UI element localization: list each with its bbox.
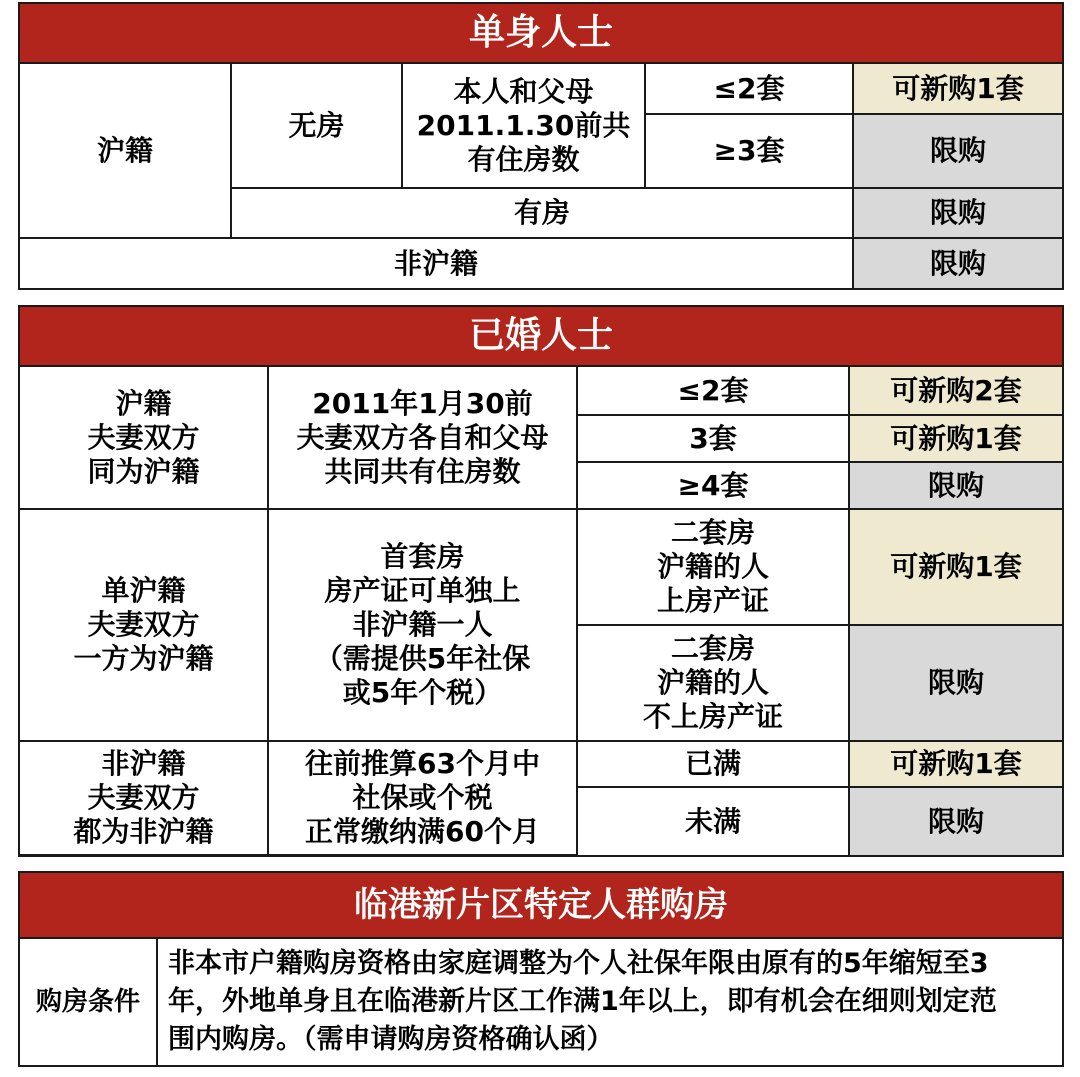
married-result-second-no: 限购 [849,625,1062,741]
married-section-title: 已婚人士 [468,315,613,356]
married-section-header [20,307,1062,367]
married-result-not-full: 限购 [849,787,1062,855]
single-hu-cell: 沪籍 [20,64,231,238]
single-result-le2: 可新购1套 [853,64,1062,114]
married-full-cell: 已满 [577,741,849,787]
married-le2-cell: ≤2套 [577,367,849,415]
single-has-house-cell: 有房 [231,188,853,238]
married-result-second-yes: 可新购1套 [849,509,1062,625]
married-second-no-cell: 二套房 沪籍的人 不上房产证 [577,625,849,741]
married-group3-condition-cell: 往前推算63个月中 社保或个税 正常缴纳满60个月 [268,741,577,855]
single-table [20,64,1062,288]
single-count-label-cell: 本人和父母 2011.1.30前共 有住房数 [402,64,645,188]
lingang-section-title: 临港新片区特定人群购房 [354,885,728,925]
single-ge3-cell: ≥3套 [645,114,853,188]
single-non-hu-cell: 非沪籍 [20,238,853,288]
single-result-non-hu: 限购 [853,238,1062,288]
married-group2-cell: 单沪籍 夫妻双方 一方为沪籍 [20,509,268,741]
single-le2-cell: ≤2套 [645,64,853,114]
married-not-full-cell: 未满 [577,787,849,855]
married-group1-cell: 沪籍 夫妻双方 同为沪籍 [20,367,268,509]
married-group3-cell: 非沪籍 夫妻双方 都为非沪籍 [20,741,268,855]
lingang-section-header [20,873,1062,939]
married-result-le2: 可新购2套 [849,367,1062,415]
married-result-eq3: 可新购1套 [849,415,1062,462]
lingang-section [18,871,1064,1067]
married-result-ge4: 限购 [849,462,1062,509]
single-section-header [20,4,1062,64]
lingang-label-cell: 购房条件 [20,939,157,1065]
lingang-table [20,939,1062,1065]
single-section-title: 单身人士 [468,12,613,53]
married-eq3-cell: 3套 [577,415,849,462]
single-result-has-house: 限购 [853,188,1062,238]
married-result-full: 可新购1套 [849,741,1062,787]
married-ge4-cell: ≥4套 [577,462,849,509]
married-section [18,305,1064,857]
single-section [18,2,1064,290]
lingang-text-cell: 非本市户籍购房资格由家庭调整为个人社保年限由原有的5年缩短至3 年，外地单身且在临港新片区工作满1年以上，即有机会在细则划定范 围内购房。（需申请购房资格确认函） [157,939,1062,1065]
single-no-house-cell: 无房 [231,64,402,188]
married-group2-condition-cell: 首套房 房产证可单独上 非沪籍一人 （需提供5年社保 或5年个税） [268,509,577,741]
married-group1-condition-cell: 2011年1月30前 夫妻双方各自和父母 共同共有住房数 [268,367,577,509]
married-table [20,367,1062,856]
single-result-ge3: 限购 [853,114,1062,188]
married-second-yes-cell: 二套房 沪籍的人 上房产证 [577,509,849,625]
